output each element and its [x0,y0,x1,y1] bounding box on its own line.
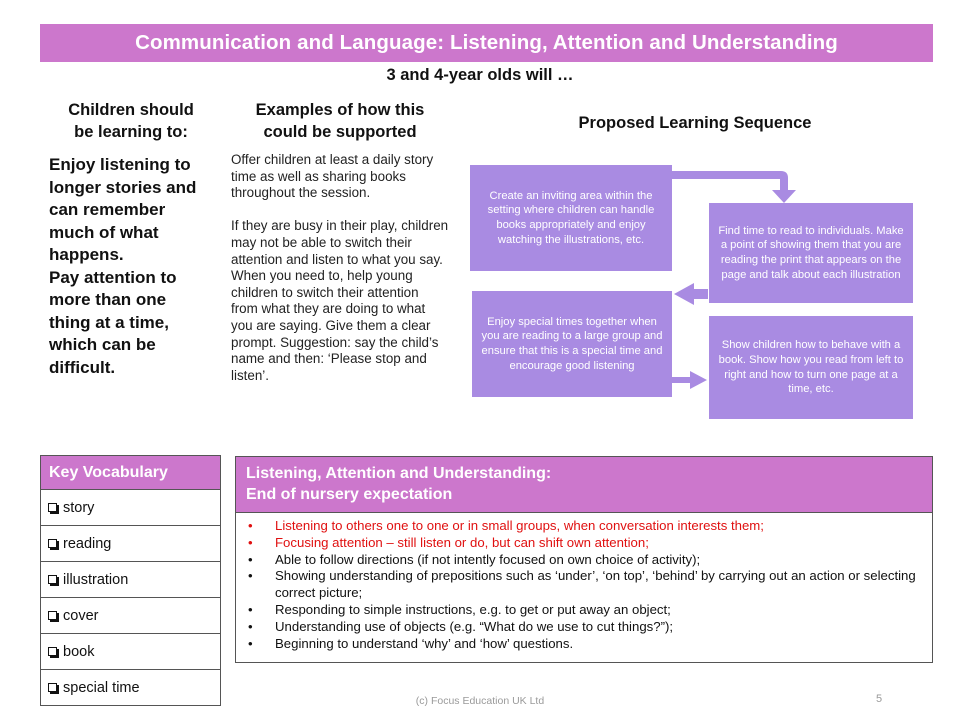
vocabulary-word: reading [63,535,112,552]
expectation-heading-line-1: Listening, Attention and Understanding: [246,465,552,482]
learning-line: difficult. [49,357,116,377]
learning-line: much of what [49,222,159,242]
learning-line: Pay attention to [49,267,177,287]
expectation-item: • Responding to simple instructions, e.g. to get or put away an object; [246,602,922,619]
vocabulary-item [41,526,220,562]
sequence-step-3: Enjoy special times together when you are reading to a large group and ensure that this is a special time and encourage good listening [472,291,672,397]
vocabulary-word: special time [63,679,140,696]
vocabulary-word: illustration [63,571,129,588]
learning-heading-line-2: be learning to: [74,123,188,141]
vocabulary-word: cover [63,607,99,624]
vocabulary-item [41,490,220,526]
nursery-expectation-box [235,456,933,663]
expectation-item: • Focusing attention – still listen or do, but can shift own attention; [246,535,922,552]
checkbox-icon [48,575,57,584]
vocabulary-item [41,634,220,670]
checkbox-icon [48,683,57,692]
arrow-left-icon [674,283,708,305]
sequence-step-2: Find time to read to individuals. Make a point of showing them that you are reading the print that appears on the page and talk about each illustration [709,203,913,303]
learning-line: can remember [49,200,166,219]
vocabulary-word: book [63,643,95,660]
example-paragraph: Offer children at least a daily story time as well as sharing books throughout the session. [231,152,434,201]
checkbox-icon [48,503,57,512]
expectation-item: • Able to follow directions (if not intently focused on own choice of activity); [246,552,922,569]
expectation-item: • Showing understanding of prepositions such as ‘under’, ‘on top’, ‘behind’ by carrying out an action or selecting correct picture; [246,568,922,602]
expectation-heading [236,457,932,513]
key-vocabulary-table [40,455,221,706]
page-number: 5 [876,693,883,705]
checkbox-icon [48,611,57,620]
learning-line: more than one [49,290,167,309]
page-title: Communication and Language: Listening, Attention and Understanding [40,24,933,62]
learning-line: Enjoy listening to [49,155,191,174]
examples-heading-line-1: Examples of how this [255,101,425,119]
learning-line: longer stories and [49,177,197,197]
expectation-heading-line-2: End of nursery expectation [246,486,453,503]
learning-heading-line-1: Children should [68,101,194,119]
vocabulary-item [41,598,220,634]
learning-line: which can be [49,335,156,354]
example-paragraph: If they are busy in their play, children may not be able to switch their attention and listen to what you say. When you need to, help young children to switch their attention from what they are doing to what you are saying. Give them a clear prompt. Suggestion: say the child’s name and then: ‘Please stop and listen’. [231,218,449,383]
expectation-list [236,513,932,652]
arrow-right-down-icon [672,171,796,203]
examples-heading-line-2: could be supported [263,123,417,141]
sequence-step-1: Create an inviting area within the setting where children can handle books appropriately and enjoy watching the illustrations, etc. [470,165,672,271]
learning-line: thing at a time, [49,312,169,332]
arrow-right-icon [672,371,707,389]
copyright-footer: (c) Focus Education UK Ltd [415,695,545,707]
expectation-item: • Beginning to understand ‘why’ and ‘how’ questions. [246,636,922,653]
checkbox-icon [48,647,57,656]
sequence-column-heading: Proposed Learning Sequence [578,114,812,132]
expectation-item: • Understanding use of objects (e.g. “What do we use to cut things?”); [246,619,922,636]
sequence-step-4: Show children how to behave with a book. Show how you read from left to right and how to turn one page at a time, etc. [709,316,913,419]
vocabulary-word: story [63,499,95,516]
key-vocabulary-heading: Key Vocabulary [41,456,220,490]
vocabulary-item [41,562,220,598]
page-subtitle: 3 and 4-year olds will … [386,66,574,84]
learning-line: happens. [49,245,124,264]
expectation-item: • Listening to others one to one or in small groups, when conversation interests them; [246,518,922,535]
checkbox-icon [48,539,57,548]
